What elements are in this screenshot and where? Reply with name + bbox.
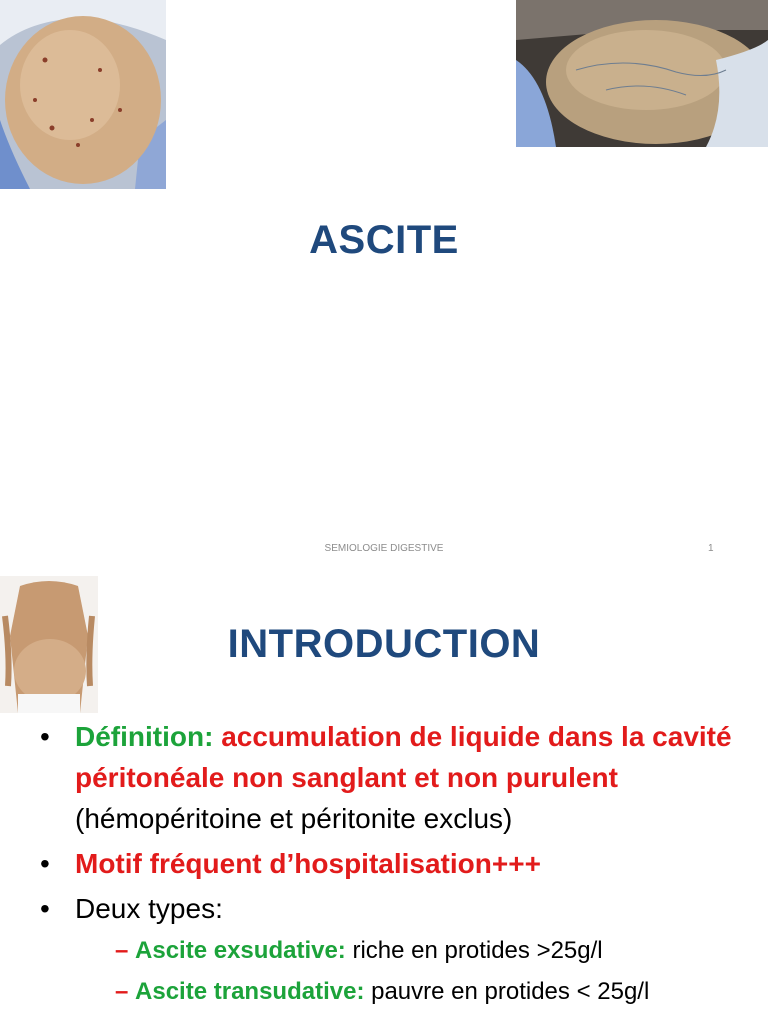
bullet-definition: • Définition: accumulation de liquide dans la cavité péritonéale non sanglant et non purulent (hémopéritoine et péritonite exclus) — [40, 721, 732, 834]
bullet-label: Définition: — [75, 721, 214, 752]
bullet-types: • Deux types: – Ascite exsudative: riche en protides >25g/l – Ascite transudative: pauvre en protides < 25g/l — [40, 888, 740, 1011]
bullet-list — [40, 716, 740, 1015]
abdomen-photo-front — [0, 0, 166, 189]
sub-text: pauvre en protides < 25g/l — [371, 978, 650, 1005]
sub-label: Ascite transudative: — [135, 978, 365, 1005]
slide-2 — [0, 576, 768, 1024]
sub-list — [75, 932, 740, 1011]
bullet-motif: • Motif fréquent d’hospitalisation+++ — [40, 848, 541, 879]
sub-text: riche en protides >25g/l — [352, 937, 603, 964]
bullet-text: Deux types: — [75, 893, 223, 924]
sub-label: Ascite exsudative: — [135, 937, 346, 964]
bullet-emphasis: accumulation de liquide dans la cavité péritonéale non sanglant et non purulent — [75, 721, 732, 793]
sub-item-transudative: – Ascite transudative: pauvre en protides < 25g/l — [115, 978, 650, 1005]
bullet-emphasis: Motif fréquent d’hospitalisation+++ — [75, 848, 541, 879]
abdomen-photo-side — [516, 0, 768, 147]
slide-title: INTRODUCTION — [227, 622, 541, 666]
sub-item-exsudative: – Ascite exsudative: riche en protides >25g/l — [115, 937, 603, 964]
slide-footer: SEMIOLOGIE DIGESTIVE — [324, 543, 444, 554]
bullet-text: (hémopéritoine et péritonite exclus) — [75, 803, 513, 834]
slide-title: ASCITE — [309, 218, 459, 262]
slide-number: 1 — [708, 543, 714, 554]
